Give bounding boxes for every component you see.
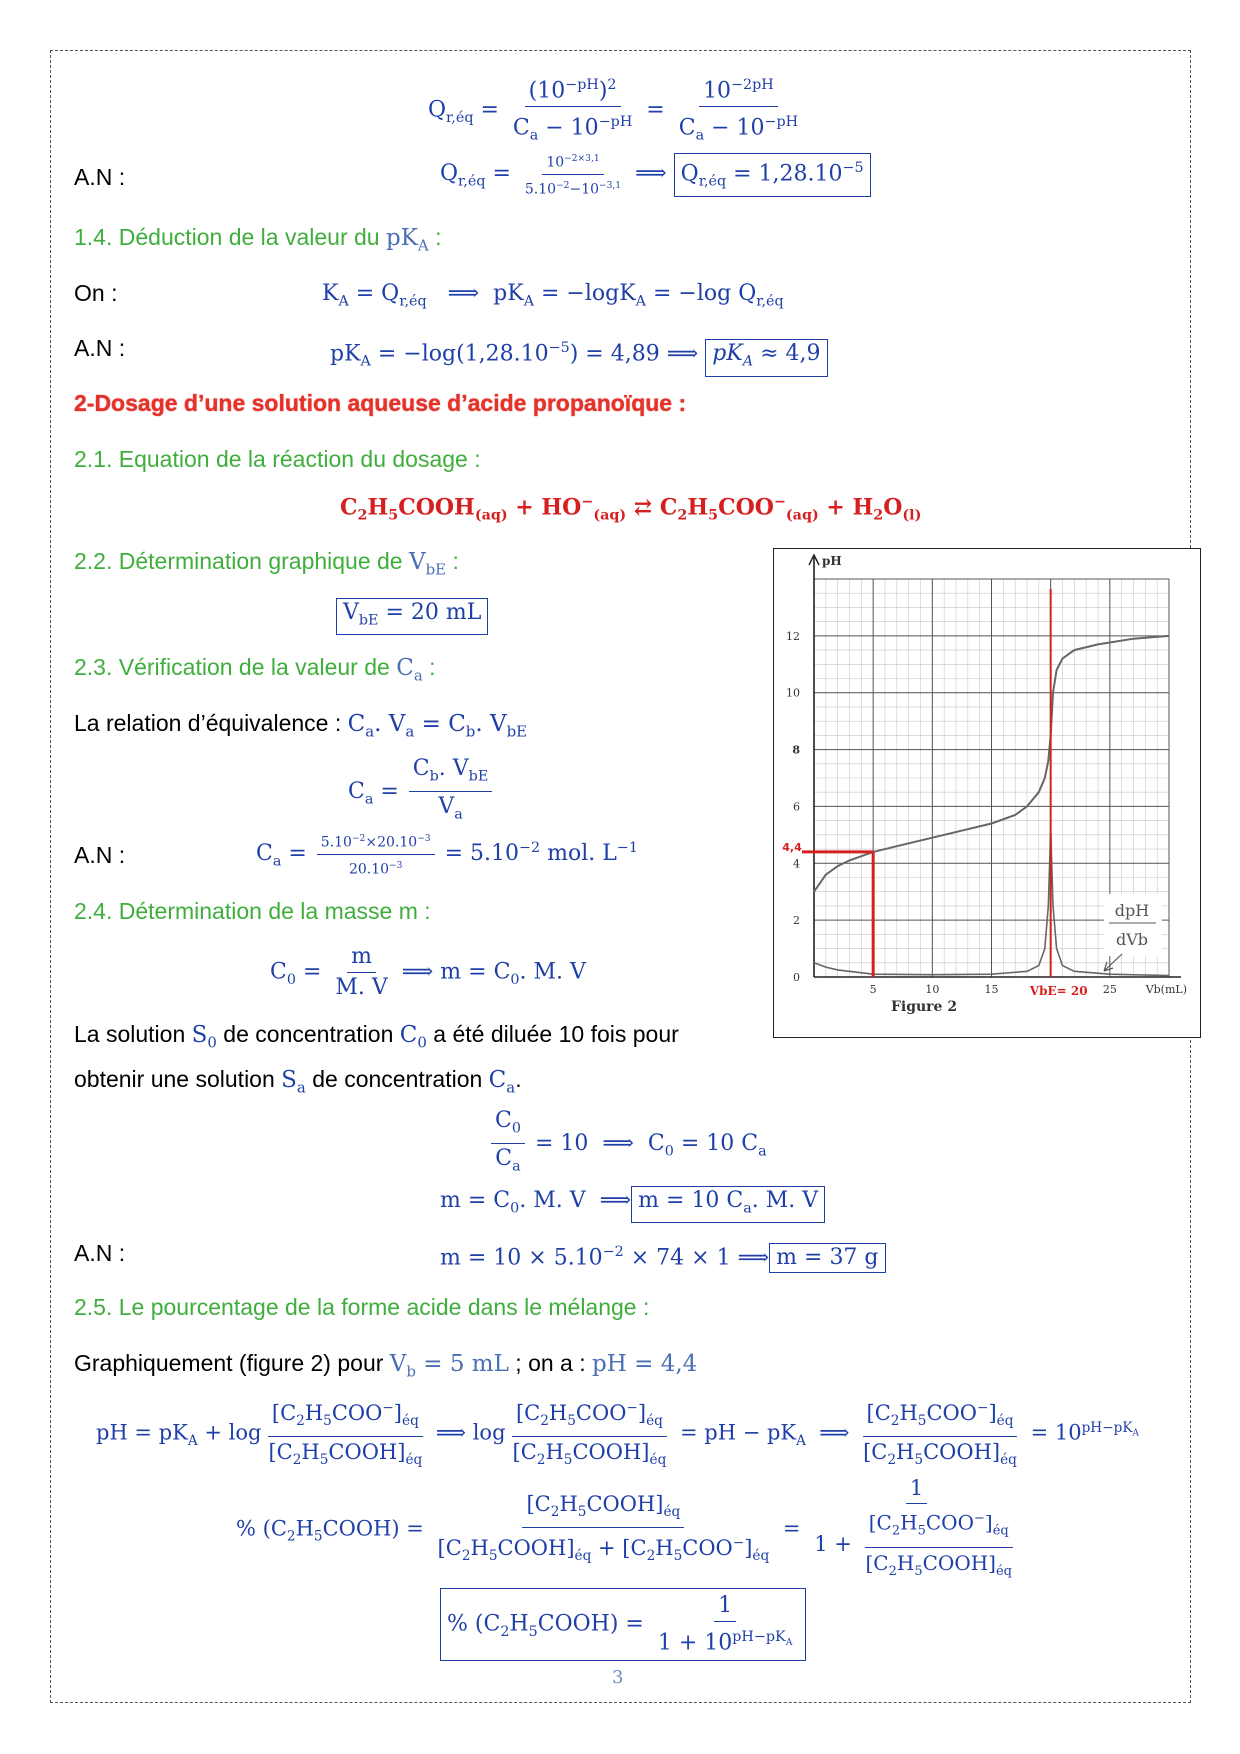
section-2-title: 2-Dosage d’une solution aqueuse d’acide propanoïque : — [74, 390, 687, 416]
q-an: $Q_{r,éq}$ = $\frac{10^{-2\times 3,1}}{5.10^{-2}-10^{-3,1}}$ ⟹ $Q_{r,éq} = 1,28.10^{-5}$ — [440, 150, 871, 198]
page-number: 3 — [612, 1667, 624, 1688]
section-2-3-title: 2.3. Vérification de la valeur de $C_a$ : — [74, 654, 436, 685]
an-label-3: A.N : — [74, 842, 126, 868]
y-tick-label: 12 — [786, 629, 800, 643]
an-label-1: A.N : — [74, 164, 126, 190]
x-tick-label: 10 — [925, 983, 940, 996]
dilution-text-1: La solution $S_0$ de concentration $C_0$ a été diluée 10 fois pour — [74, 1021, 679, 1052]
ph-relation: pH = $pK_A + \log$ $\frac{[C_2H_5COO^-]_{éq}}{[C_2H_5COOH]_{éq}}$ ⟹ log $\frac{[C_2H_5COO^-]_{éq}}{[C_2H_5COOH]_{éq}}$ = pH − $pK_A$ ⟹ $\frac{[C_2H_5COO^-]_{éq}}{[C_2H_5COOH]_{éq}}$ = $10^{pH-pK_A}$ — [96, 1395, 1139, 1473]
x-tick-label: 5 — [869, 983, 877, 996]
dilution-ratio: $\frac{C_0}{C_a}$ = 10 ⟹ $C_0 = 10$ $C_a$ — [488, 1108, 767, 1180]
ca-formula: $C_a$ = $\frac{C_b. V_{bE}}{V_a}$ — [348, 756, 495, 828]
titration-figure — [773, 548, 1201, 1038]
y-tick-label: 0 — [793, 971, 800, 984]
an-label-2: A.N : — [74, 335, 126, 361]
derivative-label-num: dpH — [1114, 901, 1150, 920]
mass-an: $m = 10 \times 5.10^{-2} \times 74 \times 1$ ⟹ m = 37 g — [440, 1238, 886, 1273]
section-2-5-title: 2.5. Le pourcentage de la forme acide dans le mélange : — [74, 1294, 650, 1320]
x-tick-label: 15 — [984, 983, 999, 996]
vbe-annotation: VbE= 20 — [1029, 984, 1088, 998]
c0-formula: $C_0$ = $\frac{m}{M. V}$ ⟹ $m = C_0$. M. V — [270, 944, 586, 1000]
ka-relation: $K_A = Q_{r,éq}$ ⟹ $pK_A = -\log K_A = -\log$ $Q_{r,éq}$ — [322, 281, 784, 310]
pka-result: ≈ 4,9 — [760, 341, 821, 367]
figure-title: Figure 2 — [890, 999, 958, 1015]
equivalence-relation: La relation d’équivalence : $C_a$. $V_a = C_b$. $V_{bE}$ — [74, 710, 528, 741]
y-axis-label: pH — [822, 554, 842, 568]
ca-an: $C_a$ = $\frac{5.10^{-2}\times 20.10^{-3}}{20.10^{-3}}$ = $5.10^{-2}$ mol. $L^{-1}$ — [256, 830, 638, 878]
y-tick-label: 10 — [786, 686, 800, 700]
derivative-label-den: dVb — [1115, 930, 1149, 949]
ph-annotation: 4,4 — [782, 840, 802, 854]
x-axis-label: Vb(mL) — [1145, 983, 1187, 996]
x-tick-label: 25 — [1102, 983, 1117, 996]
section-2-4-title: 2.4. Détermination de la masse m : — [74, 898, 431, 924]
graph-reading: Graphiquement (figure 2) pour $V_b = 5$ mL ; on a : pH = 4,4 — [74, 1350, 698, 1381]
dilution-text-2: obtenir une solution $S_a$ de concentration $C_a$. — [74, 1066, 522, 1097]
pka-symbol: pK — [385, 225, 418, 251]
vbe-result: $V_{bE} = 20$ mL — [336, 598, 488, 635]
y-tick-label: 4 — [793, 857, 800, 871]
q-formula: $Q_{r,éq}$ = $\frac{(10^{-pH})^2}{C_a - 10^{-pH}}$ = $\frac{10^{-2pH}}{C_a - 10^{-pH}}$ — [428, 72, 805, 149]
section-2-1-title: 2.1. Equation de la réaction du dosage : — [74, 446, 481, 472]
y-tick-label: 8 — [792, 743, 800, 757]
mass-formula: $m = C_0$. M. V ⟹ m = 10 $C_a$. M. V — [440, 1186, 825, 1223]
q-value: = 1,28.10 — [733, 161, 843, 187]
an-label-4: A.N : — [74, 1240, 126, 1266]
on-label: On : — [74, 280, 118, 306]
percent-result: % $(C_2H_5COOH)$ = $\frac{1}{1 + 10^{pH-pK_A}}$ — [440, 1588, 806, 1661]
section-2-2-title: 2.2. Détermination graphique de $V_{bE}$ : — [74, 548, 459, 579]
reaction-equation: $C_2H_5COOH_{(aq)} + HO^-_{(aq)}$ ⇄ $C_2H_5COO^-_{(aq)} + H_2O_{(l)}$ — [340, 494, 922, 524]
percent-relation: % $(C_2H_5COOH)$ = $\frac{[C_2H_5COOH]_{éq}}{[C_2H_5COOH]_{éq} + [C_2H_5COO^-]_{éq}}$ = 1 1 + $\frac{[C_2H_5COO^-]_{éq}}{[C_2H_5COOH]_{éq}}$ — [236, 1476, 1012, 1579]
titration-chart — [774, 549, 1199, 1036]
mass-result: m = 37 g — [769, 1243, 885, 1273]
y-tick-label: 6 — [793, 800, 800, 814]
y-tick-label: 2 — [793, 914, 800, 928]
section-1-4-title: 1.4. Déduction de la valeur du $pK_A$ : — [74, 224, 442, 255]
pka-an: $pK_A = -\log(1,28.10^{-5}) = 4,89$ ⟹ $pK_A \approx 4,9$ — [330, 334, 828, 377]
